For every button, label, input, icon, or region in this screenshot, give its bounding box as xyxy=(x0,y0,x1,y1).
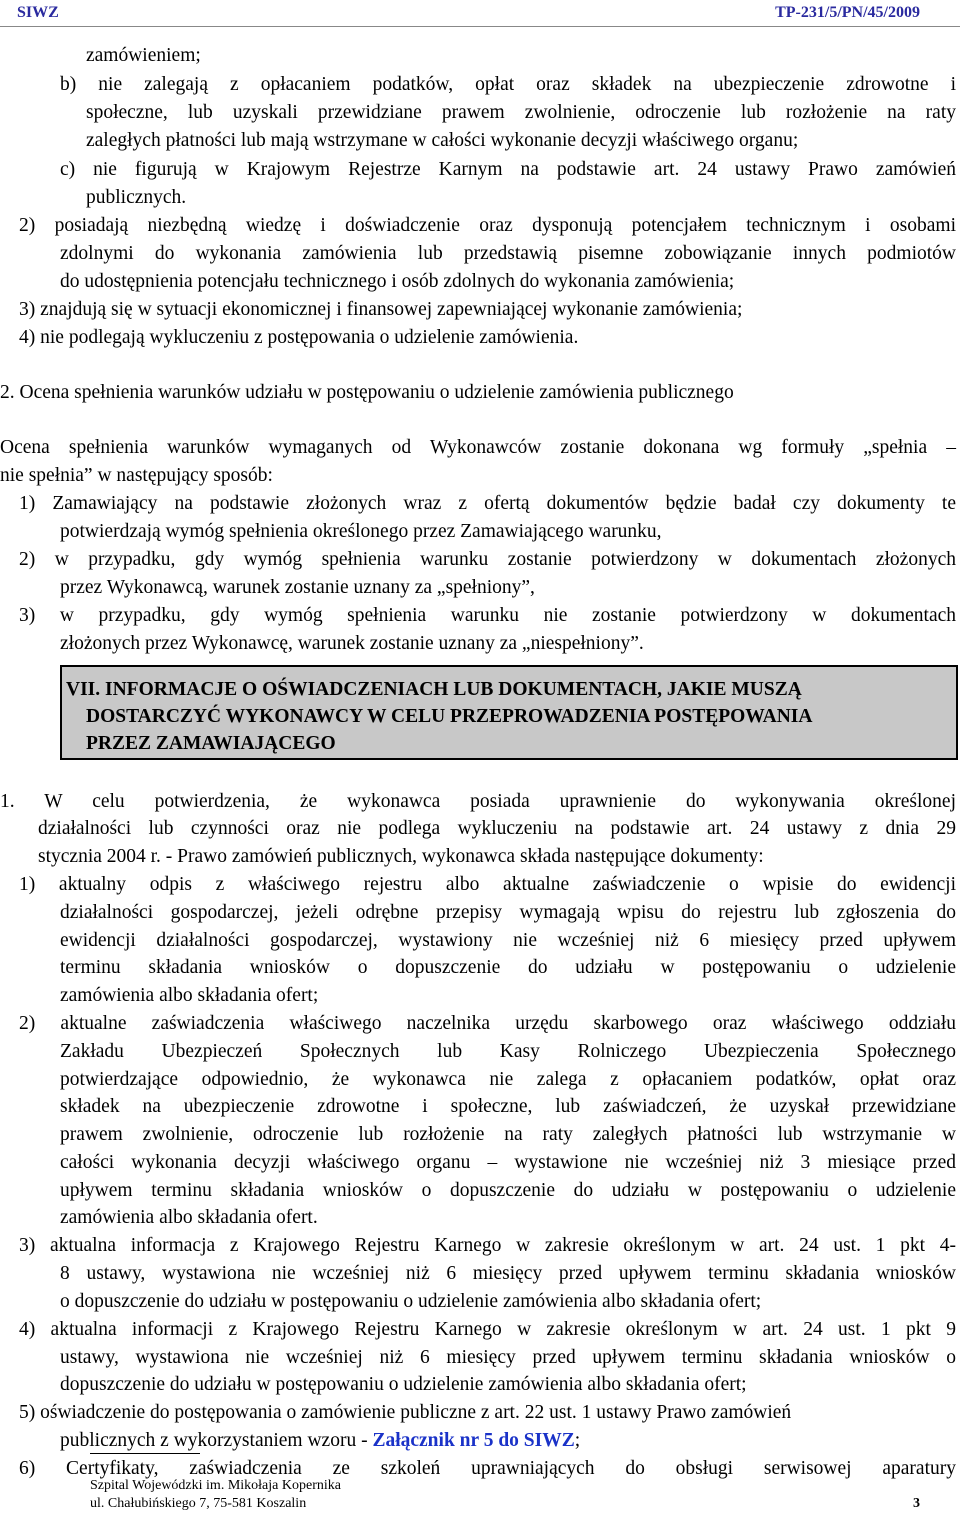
text-line: prawem zwolnienie, odroczenie lub rozłożenie na raty zaległych płatności lub wstrzymanie w xyxy=(60,1124,956,1145)
header-rule xyxy=(0,26,960,27)
text-line: zamówienia albo składania ofert; xyxy=(60,985,319,1006)
text-line: do udostępnienia potencjału technicznego i osób zdolnych do wykonania zamówienia; xyxy=(60,271,735,292)
text-line: c) nie figurują w Krajowym Rejestrze Karnym na podstawie art. 24 ustawy Prawo zamówień xyxy=(60,159,956,180)
text-line: 2) w przypadku, gdy wymóg spełnienia warunku zostanie potwierdzony w dokumentach złożonych xyxy=(19,549,956,570)
text-line: 3) aktualna informacja z Krajowego Rejestru Karnego w zakresie określonym w art. 24 ust. 1 pkt 4- xyxy=(19,1235,956,1256)
text-line: publicznych. xyxy=(86,187,187,208)
text-line: b) nie zalegają z opłacaniem podatków, opłat oraz składek na ubezpieczenie zdrowotne i xyxy=(60,74,956,95)
text-fragment: publicznych z wykorzystaniem wzoru - xyxy=(60,1430,373,1451)
text-line: zamówieniem; xyxy=(86,45,201,66)
text-line: 1) Zamawiający na podstawie złożonych wraz z ofertą dokumentów będzie badał czy dokumenty te xyxy=(19,493,956,514)
text-line: działalności lub czynności oraz nie podlega wykluczeniu na podstawie art. 24 ustawy z dnia 29 xyxy=(38,818,956,839)
text-line: przez Wykonawcą, warunek zostanie uznany za „spełniony”, xyxy=(60,577,535,598)
footer-address: ul. Chałubińskiego 7, 75-581 Koszalin xyxy=(90,1496,307,1511)
text-line: 3) znajdują się w sytuacji ekonomicznej i finansowej zapewniającej wykonanie zamówienia; xyxy=(19,299,743,320)
text-line: ustawy, wystawiona nie wcześniej niż 6 miesięcy przed upływem terminu składania wniosków o xyxy=(60,1347,956,1368)
text-line-with-link xyxy=(60,1429,580,1453)
text-line: zdolnymi do wykonania zamówienia lub przedstawią pisemne zobowiązanie innych podmiotów xyxy=(60,243,956,264)
footer-address-row xyxy=(90,1495,930,1513)
text-line: społeczne, lub uzyskali przewidziane prawem zwolnienie, odroczenie lub rozłożenie na raty xyxy=(86,102,956,123)
page-footer xyxy=(90,1477,930,1513)
header-doc-type: SIWZ xyxy=(17,4,59,21)
text-line: 2) posiadają niezbędną wiedzę i doświadczenie oraz dysponują potencjałem technicznym i osobami xyxy=(19,215,956,236)
footer-rule xyxy=(90,1453,200,1454)
text-line: 2) aktualne zaświadczenia właściwego naczelnika urzędu skarbowego oraz właściwego oddziału xyxy=(19,1013,956,1034)
text-line: 1) aktualny odpis z właściwego rejestru albo aktualne zaświadczenie o wpisie do ewidencji xyxy=(19,874,956,895)
text-line: o dopuszczenie do udziału w postępowaniu o udzielenie zamówienia albo składania ofert; xyxy=(60,1291,762,1312)
text-line: terminu składania wniosków o dopuszczenie do udziału w postępowaniu o udzielenie xyxy=(60,957,956,978)
text-line: działalności gospodarczej, jeżeli odrębne przepisy wymagają wpisu do rejestru lub zgłoszenia do xyxy=(60,902,956,923)
text-line: Ocena spełnienia warunków wymaganych od Wykonawców zostanie dokonana wg formuły „spełnia – xyxy=(0,437,956,458)
text-line: stycznia 2004 r. - Prawo zamówień publicznych, wykonawca składa następujące dokumenty: xyxy=(38,846,764,867)
text-line: 1. W celu potwierdzenia, że wykonawca posiada uprawnienie do wykonywania określonej xyxy=(0,791,956,812)
text-line: 6) Certyfikaty, zaświadczenia ze szkoleń uprawniających do obsługi serwisowej aparatury xyxy=(19,1458,956,1479)
section-heading: 2. Ocena spełnienia warunków udziału w postępowaniu o udzielenie zamówienia publicznego xyxy=(0,382,734,403)
page-header xyxy=(0,0,960,30)
text-line: złożonych przez Wykonawcę, warunek zostanie uznany za „niespełniony”. xyxy=(60,633,644,654)
text-line: 8 ustawy, wystawiona nie wcześniej niż 6 miesięcy przed upływem terminu składania wniosków xyxy=(60,1263,956,1284)
header-reference-number: TP-231/5/PN/45/2009 xyxy=(775,4,920,21)
text-line: potwierdzające odpowiednio, że wykonawca nie zalega z opłacaniem podatków, opłat oraz xyxy=(60,1069,956,1090)
text-line: całości wykonania decyzji właściwego organu – wystawione nie wcześniej niż 3 miesiące przed xyxy=(60,1152,956,1173)
text-line: ewidencji działalności gospodarczej, wystawiony nie wcześniej niż 6 miesięcy przed upływem xyxy=(60,930,956,951)
text-line: 4) nie podlegają wykluczeniu z postępowania o udzielenie zamówienia. xyxy=(19,327,579,348)
text-line: zamówienia albo składania ofert. xyxy=(60,1207,318,1228)
text-line: 5) oświadczenie do postępowania o zamówienie publiczne z art. 22 ust. 1 ustawy Prawo zamówień xyxy=(19,1402,792,1423)
section-box-line: DOSTARCZYĆ WYKONAWCY W CELU PRZEPROWADZENIA POSTĘPOWANIA xyxy=(86,706,813,727)
text-line: składek na ubezpieczenie zdrowotne i społeczne, lub zaświadczeń, że uzyskał przewidziane xyxy=(60,1096,956,1117)
text-line: 4) aktualna informacji z Krajowego Rejestru Karnego w zakresie określonym w art. 24 ust. 1 pkt 9 xyxy=(19,1319,956,1340)
section-box-line: PRZEZ ZAMAWIAJĄCEGO xyxy=(86,733,336,754)
page-number: 3 xyxy=(913,1496,920,1511)
text-line: 3) w przypadku, gdy wymóg spełnienia warunku nie zostanie potwierdzony w dokumentach xyxy=(19,605,956,626)
text-line: dopuszczenie do udziału w postępowaniu o udzielenie zamówienia albo składania ofert; xyxy=(60,1374,747,1395)
section-box-line: VII. INFORMACJE O OŚWIADCZENIACH LUB DOKUMENTACH, JAKIE MUSZĄ xyxy=(66,679,802,700)
footer-institution: Szpital Wojewódzki im. Mikołaja Kopernika xyxy=(90,1478,341,1493)
attachment-reference: Załącznik nr 5 do SIWZ xyxy=(372,1430,575,1451)
text-line: nie spełnia” w następujący sposób: xyxy=(0,465,273,486)
text-fragment: ; xyxy=(574,1430,581,1451)
text-line: zaległych płatności lub mają wstrzymane w całości wykonanie decyzji właściwego organu; xyxy=(86,130,799,151)
text-line: upływem terminu składania wniosków o dopuszczenie do udziału w postępowaniu o udzielenie xyxy=(60,1180,956,1201)
text-line: potwierdzają wymóg spełnienia określonego przez Zamawiającego warunku, xyxy=(60,521,662,542)
text-line: Zakładu Ubezpieczeń Społecznych lub Kasy Rolniczego Ubezpieczenia Społecznego xyxy=(60,1041,956,1062)
